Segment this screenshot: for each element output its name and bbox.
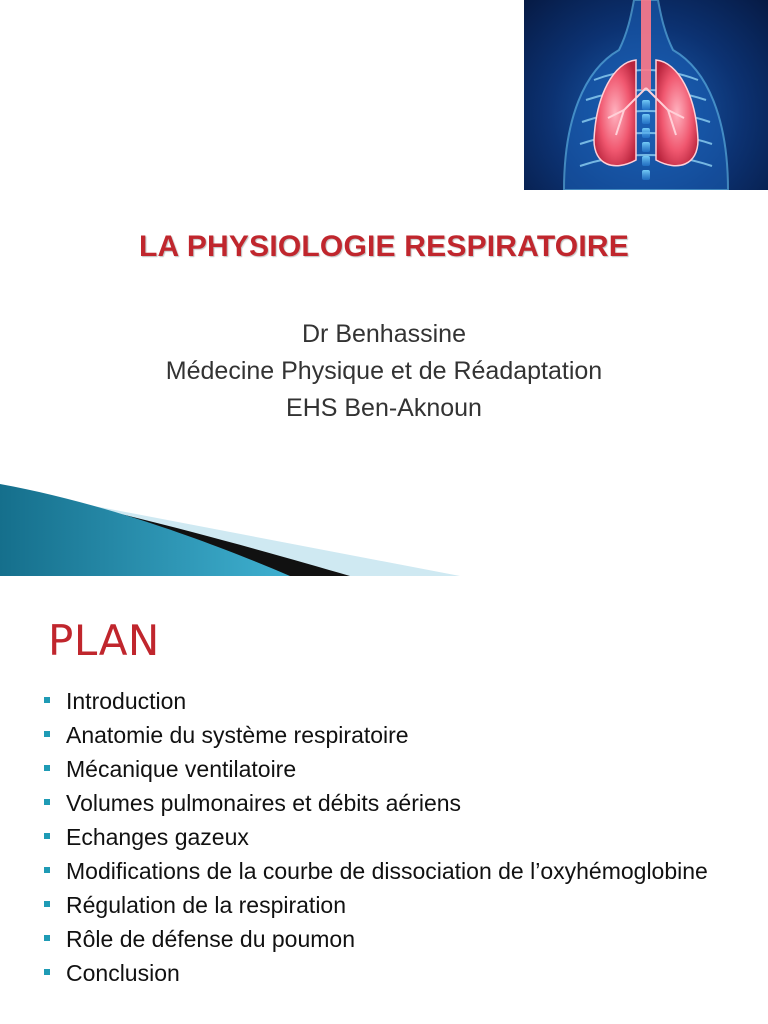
author-block — [0, 316, 768, 427]
decorative-swoosh — [0, 480, 768, 576]
square-bullet-icon — [44, 969, 50, 975]
author-institution: EHS Ben-Aknoun — [286, 394, 482, 422]
plan-heading: PLAN — [48, 616, 160, 665]
list-item — [40, 686, 740, 717]
square-bullet-icon — [44, 799, 50, 805]
list-item-text: Régulation de la respiration — [66, 892, 347, 918]
list-item-text: Anatomie du système respiratoire — [66, 722, 409, 748]
square-bullet-icon — [44, 697, 50, 703]
author-department: Médecine Physique et de Réadaptation — [165, 357, 603, 385]
presentation-title: LA PHYSIOLOGIE RESPIRATOIRE — [139, 230, 629, 263]
list-item-text: Echanges gazeux — [66, 824, 249, 850]
plan-list — [40, 686, 740, 992]
list-item-text: Conclusion — [66, 960, 180, 986]
list-item — [40, 720, 740, 751]
list-item-text: Introduction — [66, 688, 187, 714]
list-item — [40, 788, 740, 819]
list-item — [40, 958, 740, 989]
list-item — [40, 890, 740, 921]
lungs-illustration — [524, 0, 768, 190]
list-item — [40, 924, 740, 955]
square-bullet-icon — [44, 935, 50, 941]
list-item-text: Volumes pulmonaires et débits aériens — [66, 790, 462, 816]
swoosh-icon — [0, 480, 768, 576]
lungs-icon — [524, 0, 768, 190]
list-item — [40, 754, 740, 785]
list-item-text: Modifications de la courbe de dissociation de l’oxyhémoglobine — [66, 858, 708, 884]
author-name: Dr Benhassine — [302, 320, 466, 348]
list-item — [40, 856, 740, 887]
plan-slide — [0, 576, 768, 1024]
list-item — [40, 822, 740, 853]
list-item-text: Rôle de défense du poumon — [66, 926, 355, 952]
square-bullet-icon — [44, 765, 50, 771]
list-item-text: Mécanique ventilatoire — [66, 756, 297, 782]
square-bullet-icon — [44, 867, 50, 873]
square-bullet-icon — [44, 731, 50, 737]
square-bullet-icon — [44, 833, 50, 839]
square-bullet-icon — [44, 901, 50, 907]
